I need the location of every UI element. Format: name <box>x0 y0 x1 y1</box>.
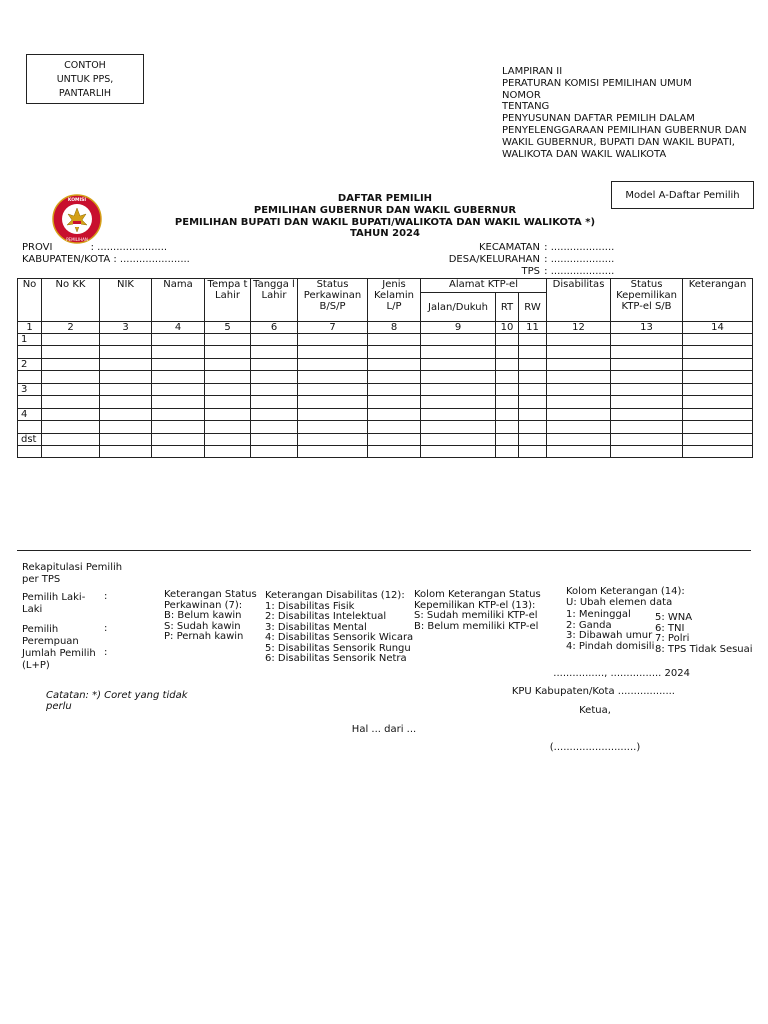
table-row <box>18 371 753 384</box>
table-row <box>18 446 753 458</box>
col-num: 5 <box>205 322 251 334</box>
col-num: 3 <box>100 322 152 334</box>
col-num: 7 <box>298 322 368 334</box>
rekap-laki-label: Pemilih Laki-Laki <box>22 592 86 615</box>
lampiran-line: WAKIL GUBERNUR, BUPATI DAN WAKIL BUPATI, <box>502 136 735 148</box>
ket-line: 8: TPS Tidak Sesuai <box>655 643 753 655</box>
ket-kolom-right <box>655 613 755 655</box>
ket-line: 2: Ganda <box>566 619 612 631</box>
ket-line: 5: WNA <box>655 612 693 623</box>
header-nik: NIK <box>100 279 152 322</box>
ket-ktp <box>414 590 554 632</box>
daftar-pemilih-table <box>17 278 753 458</box>
ket-line: Perkawinan (7): <box>164 599 243 611</box>
field-kecamatan-value: : .................... <box>541 242 615 253</box>
ket-disabilitas <box>265 591 415 665</box>
header-nama: Nama <box>152 279 205 322</box>
header-disabilitas: Disabilitas <box>547 279 611 322</box>
ket-perkawinan <box>164 590 264 643</box>
document-title <box>150 193 620 240</box>
row-label: 2 <box>18 359 42 371</box>
ket-line: 3: Disabilitas Mental <box>265 621 367 633</box>
rekap-title: Rekapitulasi Pemilih per TPS <box>22 562 123 585</box>
field-kabupaten: KABUPATEN/KOTA : ...................... <box>22 254 190 265</box>
contoh-box <box>26 54 144 104</box>
ket-line: 3: Dibawah umur <box>566 630 653 641</box>
field-tps-value: : .................... <box>541 266 615 277</box>
ket-line: B: Belum memiliki KTP-el <box>414 620 539 632</box>
row-label <box>18 421 42 434</box>
row-label <box>18 371 42 384</box>
lampiran-line: PENYELENGGARAAN PEMILIHAN GUBERNUR DAN <box>502 124 747 136</box>
ket-line: B: Belum kawin <box>164 610 242 621</box>
ket-line: 1: Disabilitas Fisik <box>265 600 355 612</box>
header-no: No <box>18 279 42 322</box>
header-rw: RW <box>519 293 547 322</box>
rekap-jumlah-colon: : <box>104 647 108 658</box>
ket-line: U: Ubah elemen data <box>566 596 673 608</box>
field-tps-label: TPS <box>521 266 540 277</box>
col-num: 9 <box>421 322 496 334</box>
header-status-perkawinan: Status Perkawinan B/S/P <box>298 279 368 322</box>
rekap-perempuan-colon: : <box>104 623 108 634</box>
col-num: 13 <box>611 322 683 334</box>
contoh-line-3: PANTARLIH <box>58 88 112 99</box>
ket-line: 6: TNI <box>655 622 685 634</box>
title-line: PEMILIHAN GUBERNUR DAN WAKIL GUBERNUR <box>253 204 517 216</box>
field-desa-label: DESA/KELURAHAN <box>448 254 540 265</box>
row-label <box>18 396 42 409</box>
header-keterangan: Keterangan <box>683 279 753 322</box>
ket-line: 2: Disabilitas Intelektual <box>265 611 387 622</box>
signature-name: (..........................) <box>549 742 641 753</box>
col-num: 8 <box>368 322 421 334</box>
signature-date: ................, ................ 2024 <box>553 668 690 679</box>
section-divider <box>17 550 751 551</box>
table-row <box>18 334 753 346</box>
ket-line: Keterangan Disabilitas (12): <box>265 590 405 601</box>
header-no-kk: No KK <box>42 279 100 322</box>
column-number-row <box>18 322 753 334</box>
page-number: Hal ... dari ... <box>351 724 417 735</box>
signature-kpu: KPU Kabupaten/Kota .................. <box>511 686 675 697</box>
table-row <box>18 384 753 396</box>
ket-kolom-left <box>566 610 656 652</box>
logo-top-text: KOMISI <box>67 198 87 203</box>
ket-line: P: Pernah kawin <box>164 631 244 642</box>
row-label <box>18 446 42 458</box>
table-row <box>18 346 753 359</box>
row-label: 1 <box>18 334 42 346</box>
ket-line: 4: Pindah domisili <box>566 640 655 652</box>
signature-ketua: Ketua, <box>579 705 611 716</box>
table-row <box>18 409 753 421</box>
title-line: TAHUN 2024 <box>350 228 420 240</box>
ket-line: 5: Disabilitas Sensorik Rungu <box>265 642 411 654</box>
ket-line: Keterangan Status <box>164 589 257 600</box>
row-label: 3 <box>18 384 42 396</box>
table-row <box>18 434 753 446</box>
field-desa-value: : .................... <box>541 254 615 265</box>
title-line: DAFTAR PEMILIH <box>337 193 433 204</box>
ket-line: 4: Disabilitas Sensorik Wicara <box>265 632 414 643</box>
rekap-jumlah-label: Jumlah Pemilih (L+P) <box>22 648 96 671</box>
table-row <box>18 421 753 434</box>
table-row <box>18 359 753 371</box>
lampiran-line: LAMPIRAN II <box>502 66 563 77</box>
col-num: 11 <box>519 322 547 334</box>
lampiran-line: NOMOR <box>502 89 541 101</box>
rekap-perempuan-label: Pemilih Perempuan <box>22 624 79 647</box>
lampiran-line: WALIKOTA DAN WAKIL WALIKOTA <box>502 148 667 160</box>
col-num: 4 <box>152 322 205 334</box>
row-label: 4 <box>18 409 42 421</box>
title-line: PEMILIHAN BUPATI DAN WAKIL BUPATI/WALIKOTA DAN WAKIL WALIKOTA *) <box>174 216 596 228</box>
col-num: 2 <box>42 322 100 334</box>
col-num: 12 <box>547 322 611 334</box>
ket-line: S: Sudah kawin <box>164 620 241 632</box>
col-num: 1 <box>18 322 42 334</box>
lampiran-block <box>502 66 762 160</box>
ket-line: 1: Meninggal <box>566 609 631 620</box>
lampiran-line: PERATURAN KOMISI PEMILIHAN UMUM <box>502 77 692 89</box>
ket-line: Kepemilikan KTP-el (13): <box>414 599 536 611</box>
catatan-note: Catatan: *) Coret yang tidak perlu <box>46 690 188 712</box>
ket-line: 6: Disabilitas Sensorik Netra <box>265 653 407 664</box>
lampiran-line: PENYUSUNAN DAFTAR PEMILIH DALAM <box>502 113 695 125</box>
header-status-ktp: Status Kepemilikan KTP-el S/B <box>611 279 683 322</box>
contoh-line-1: CONTOH <box>64 60 106 71</box>
logo-bottom-text: PEMILIHAN <box>66 237 88 242</box>
header-tempat-lahir: Tempa t Lahir <box>205 279 251 322</box>
lampiran-line: TENTANG <box>502 101 550 113</box>
ket-kolom-14 <box>566 587 756 608</box>
ket-line: S: Sudah memiliki KTP-el <box>414 610 538 621</box>
ket-line: Kolom Keterangan (14): <box>566 586 685 597</box>
row-label <box>18 346 42 359</box>
col-num: 10 <box>496 322 519 334</box>
col-num: 6 <box>251 322 298 334</box>
ket-line: Kolom Keterangan Status <box>414 589 541 600</box>
col-num: 14 <box>683 322 753 334</box>
rekap-laki-colon: : <box>104 591 108 602</box>
kpu-logo-icon <box>52 192 102 246</box>
header-jenis-kelamin: Jenis Kelamin L/P <box>368 279 421 322</box>
header-alamat: Alamat KTP-el <box>421 279 547 293</box>
field-provinsi: PROVI : ...................... <box>22 242 168 253</box>
table-row <box>18 396 753 409</box>
contoh-line-2: UNTUK PPS, <box>56 74 114 85</box>
header-rt: RT <box>496 293 519 322</box>
header-jalan: Jalan/Dukuh <box>421 293 496 322</box>
field-kecamatan-label: KECAMATAN <box>478 242 540 253</box>
ket-line: 7: Polri <box>655 633 690 644</box>
row-label: dst <box>18 434 42 446</box>
header-tanggal-lahir: Tangga l Lahir <box>251 279 298 322</box>
model-label-box: Model A-Daftar Pemilih <box>611 181 754 209</box>
